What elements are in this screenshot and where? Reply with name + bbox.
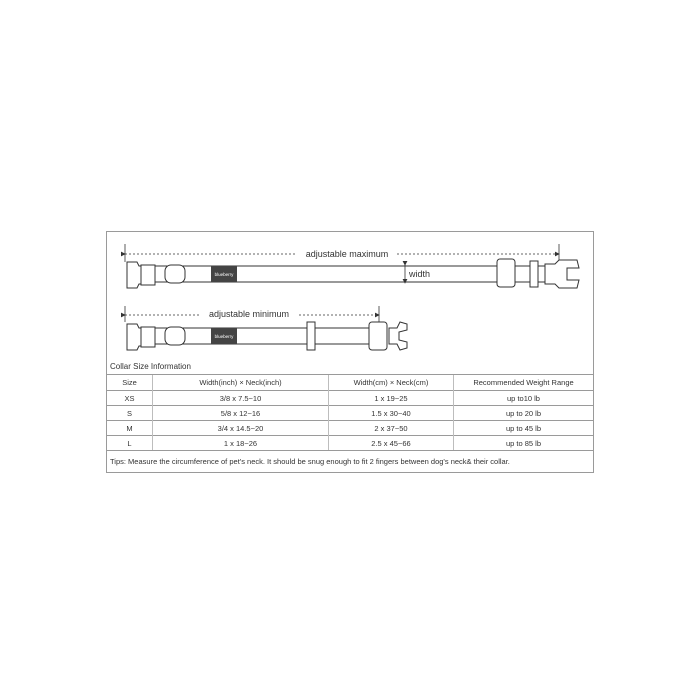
size-cell: XS	[107, 391, 153, 406]
brand-text-min: blueberry	[214, 334, 234, 339]
weight-cell: up to 85 lb	[454, 436, 594, 451]
table-row	[107, 406, 593, 421]
header-size: Size	[107, 375, 153, 391]
brand-text-max: blueberry	[214, 272, 234, 277]
size-cell: L	[107, 436, 153, 451]
cm-cell: 1 x 19~25	[329, 391, 454, 406]
size-table	[107, 374, 593, 451]
table-row	[107, 391, 593, 406]
weight-cell: up to10 lb	[454, 391, 594, 406]
max-label: adjustable maximum	[305, 249, 389, 259]
inch-cell: 3/8 x 7.5~10	[153, 391, 329, 406]
size-chart-frame	[106, 231, 594, 473]
table-row	[107, 421, 593, 436]
header-inch: Width(inch) × Neck(inch)	[153, 375, 329, 391]
weight-cell: up to 45 lb	[454, 421, 594, 436]
cm-cell: 2 x 37~50	[329, 421, 454, 436]
cm-cell: 2.5 x 45~66	[329, 436, 454, 451]
collar-size-info-title: Collar Size Information	[110, 362, 191, 371]
min-label: adjustable minimum	[208, 309, 290, 319]
table-row	[107, 436, 593, 451]
width-label: width	[409, 269, 431, 279]
table-header-row	[107, 375, 593, 391]
size-cell: M	[107, 421, 153, 436]
header-weight: Recommended Weight Range	[454, 375, 594, 391]
collar-diagram	[107, 232, 595, 362]
inch-cell: 3/4 x 14.5~20	[153, 421, 329, 436]
tips-text: Tips: Measure the circumference of pet's neck. It should be snug enough to fit 2 fingers between dog's neck& their collar.	[110, 457, 510, 466]
size-cell: S	[107, 406, 153, 421]
inch-cell: 1 x 18~26	[153, 436, 329, 451]
max-collar	[127, 259, 579, 288]
cm-cell: 1.5 x 30~40	[329, 406, 454, 421]
min-collar	[127, 322, 407, 350]
weight-cell: up to 20 lb	[454, 406, 594, 421]
inch-cell: 5/8 x 12~16	[153, 406, 329, 421]
header-cm: Width(cm) × Neck(cm)	[329, 375, 454, 391]
